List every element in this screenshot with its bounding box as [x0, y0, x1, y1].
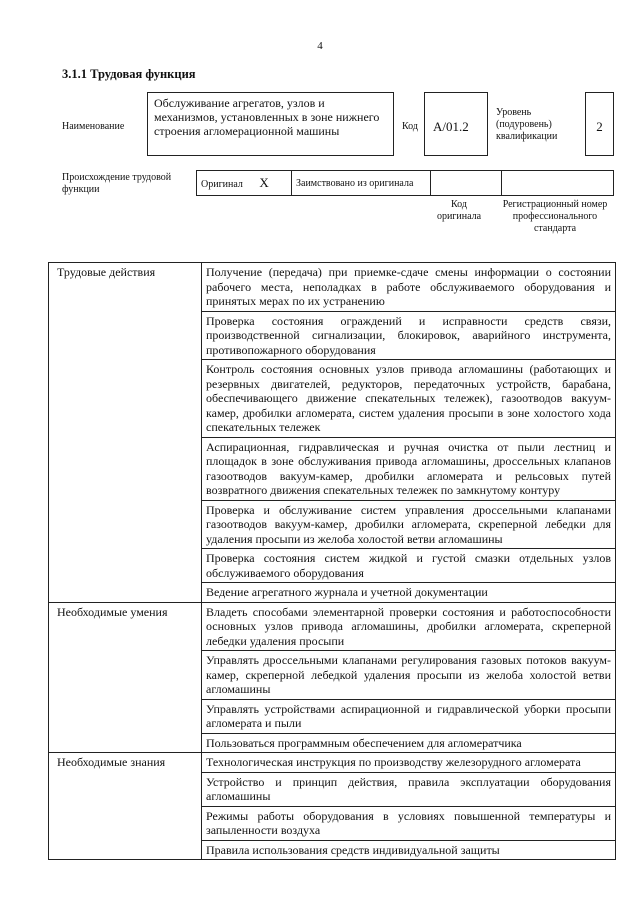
table-row: [49, 602, 616, 651]
origin-label: Происхождение трудовой функции: [62, 172, 172, 195]
skills-label: Необходимые умения: [49, 602, 202, 753]
qualification-level-label: Уровень (подуровень) квалификации: [496, 107, 558, 142]
origin-code-caption: Код оригинала: [436, 199, 482, 222]
origin-original-label: Оригинал: [201, 179, 243, 190]
origin-table: [196, 170, 614, 196]
table-cell: Режимы работы оборудования в условиях повышенной температуры и запыленности воздуха: [202, 806, 616, 840]
table-cell: Управлять устройствами аспирационной и гидравлической уборки просыпи агломерата и пыли: [202, 699, 616, 733]
table-row: [49, 263, 616, 312]
table-cell: Получение (передача) при приемке-сдаче смены информации о состоянии рабочего места, неполадках в работе обслуживаемого оборудования и принятых мерах по их устранению: [202, 263, 616, 312]
qualification-level-box: 2: [585, 92, 614, 156]
knowledge-label: Необходимые знания: [49, 753, 202, 860]
origin-original-cell: [197, 171, 292, 196]
table-cell: Пользоваться программным обеспечением для агломератчика: [202, 733, 616, 753]
function-name-box: Обслуживание агрегатов, узлов и механизмов, установленных в зоне нижнего строения агломерационной машины: [147, 92, 394, 156]
code-label: Код: [402, 121, 418, 132]
origin-reg-cell: [502, 171, 614, 196]
table-cell: Ведение агрегатного журнала и учетной документации: [202, 583, 616, 603]
section-title: 3.1.1 Трудовая функция: [62, 67, 196, 81]
table-cell: Контроль состояния основных узлов привода агломашины (работающих и резервных двигателей, редукторов, передаточных устройств, барабана, обеспечивающего движение спекательных тележек), газоотводов вакуум-камер, дробилки агломерата, систем удаления просыпи в зоне холостого хода спекательных тележек: [202, 360, 616, 438]
table-row: [49, 753, 616, 773]
function-table: [48, 262, 616, 860]
origin-borrowed-cell: Заимствовано из оригинала: [292, 171, 431, 196]
table-cell: Аспирационная, гидравлическая и ручная очистка от пыли лестниц и площадок в зоне обслуживания привода агломашины, дроссельных клапанов газоотводов вакуум-камер, дробилки агломерата и рельсовых путей возвратного движения спекательных тележек по замкнутому контуру: [202, 437, 616, 500]
page-number: 4: [317, 40, 323, 52]
table-cell: Владеть способами элементарной проверки состояния и работоспособности основных узлов привода агломашины, дробилки агломерата, скреперной лебедки удаления просыпи: [202, 602, 616, 651]
origin-original-mark: X: [259, 175, 269, 190]
table-cell: Проверка состояния систем жидкой и густой смазки отдельных узлов обслуживаемого оборудования: [202, 549, 616, 583]
table-cell: Устройство и принцип действия, правила эксплуатации оборудования агломашины: [202, 772, 616, 806]
table-cell: Проверка состояния ограждений и исправности средств связи, производственной сигнализации, блокировок, аварийного инструмента, противопожарного оборудования: [202, 311, 616, 360]
actions-label: Трудовые действия: [49, 263, 202, 603]
origin-code-cell: [431, 171, 502, 196]
name-label: Наименование: [62, 121, 125, 132]
table-cell: Проверка и обслуживание систем управления дроссельными клапанами газоотводов вакуум-камер, дробилки агломерата, скреперной лебедки для удаления просыпи из желоба холостой ветви агломашины: [202, 500, 616, 549]
table-cell: Правила использования средств индивидуальной защиты: [202, 840, 616, 860]
code-box: А/01.2: [424, 92, 488, 156]
origin-reg-caption: Регистрационный номер профессионального стандарта: [502, 199, 608, 234]
table-cell: Управлять дроссельными клапанами регулирования газовых потоков вакуум-камер, скреперной лебедкой удаления просыпи из желоба холостой ветви агломашины: [202, 651, 616, 700]
table-cell: Технологическая инструкция по производству железорудного агломерата: [202, 753, 616, 773]
